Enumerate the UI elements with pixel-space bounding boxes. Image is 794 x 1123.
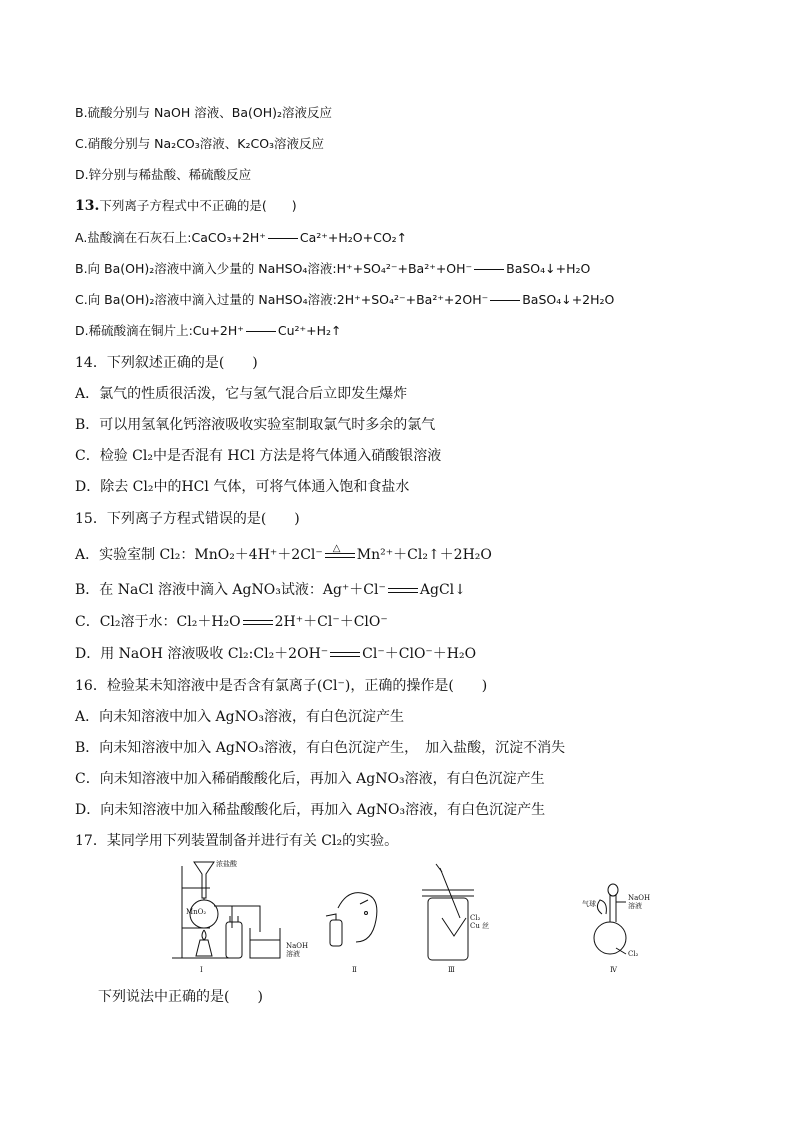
q14-option-a: A．氯气的性质很活泼，它与氢气混合后立即发生爆炸 <box>75 386 408 402</box>
q13-stem: 13.下列离子方程式中不正确的是( ) <box>75 198 297 214</box>
fig-label: 浓盐酸 <box>216 860 237 868</box>
apparatus-figure <box>170 858 650 978</box>
q12-option-d: D.锌分别与稀盐酸、稀硫酸反应 <box>75 167 252 182</box>
fig-label: Cl₂ <box>470 914 481 922</box>
fig-label: 溶液 <box>628 902 642 910</box>
q14-option-c: C．检验 Cl₂中是否混有 HCl 方法是将气体通入硝酸银溶液 <box>75 448 442 464</box>
q16-option-c: C．向未知溶液中加入稀硝酸酸化后，再加入 AgNO₃溶液，有白色沉淀产生 <box>75 771 545 787</box>
q17-prompt: 下列说法中正确的是( ) <box>98 989 263 1005</box>
fig-roman: Ⅰ <box>200 966 203 974</box>
q14-option-d: D．除去 Cl₂中的HCl 气体，可将气体通入饱和食盐水 <box>75 479 410 495</box>
q16-option-b: B．向未知溶液中加入 AgNO₃溶液，有白色沉淀产生， 加入盐酸，沉淀不消失 <box>75 740 566 756</box>
q13-option-c: C.向 Ba(OH)₂溶液中滴入过量的 NaHSO₄溶液:2H⁺+SO₄²⁻+Ba²⁺+2OH⁻ BaSO₄↓+2H₂O <box>75 292 615 307</box>
reaction-arrow <box>268 238 298 239</box>
q16-stem: 16．检验某未知溶液中是否含有氯离子(Cl⁻)，正确的操作是( ) <box>75 678 488 694</box>
reaction-arrow <box>490 300 520 301</box>
reaction-arrow <box>246 331 276 332</box>
q17-stem: 17．某同学用下列装置制备并进行有关 Cl₂的实验。 <box>75 833 399 849</box>
q13-option-b: B.向 Ba(OH)₂溶液中滴入少量的 NaHSO₄溶液:H⁺+SO₄²⁻+Ba²⁺+OH⁻ BaSO₄↓+H₂O <box>75 261 591 276</box>
fig-label: NaOH <box>628 894 650 902</box>
fig-label: 溶液 <box>286 950 300 958</box>
q13-option-a: A.盐酸滴在石灰石上:CaCO₃+2H⁺ Ca²⁺+H₂O+CO₂↑ <box>75 230 408 245</box>
fig-label: MnO₂ <box>186 908 207 916</box>
q15-option-c: C．Cl₂溶于水：Cl₂＋H₂O 2H⁺＋Cl⁻＋ClO⁻ <box>75 614 388 630</box>
fig-label: Cl₂ <box>628 950 639 958</box>
q15-option-a: A．实验室制 Cl₂：MnO₂＋4H⁺＋2Cl⁻ △ Mn²⁺＋Cl₂↑＋2H₂O <box>75 542 492 563</box>
fig-roman: Ⅳ <box>610 966 617 974</box>
fig-label: 气球 <box>582 900 596 908</box>
q15-option-b: B．在 NaCl 溶液中滴入 AgNO₃试液：Ag⁺＋Cl⁻ AgCl↓ <box>75 582 466 598</box>
q12-option-b: B.硫酸分别与 NaOH 溶液、Ba(OH)₂溶液反应 <box>75 105 332 120</box>
fig-roman: Ⅱ <box>352 966 357 974</box>
q14-stem: 14．下列叙述正确的是( ) <box>75 355 258 371</box>
apparatus-drawing <box>170 858 650 978</box>
q13-option-d: D.稀硫酸滴在铜片上:Cu+2H⁺ Cu²⁺+H₂↑ <box>75 323 342 338</box>
reaction-arrow <box>474 269 504 270</box>
fig-label: Cu 丝 <box>470 922 490 930</box>
q12-option-c: C.硝酸分别与 Na₂CO₃溶液、K₂CO₃溶液反应 <box>75 136 325 151</box>
q14-option-b: B．可以用氢氧化钙溶液吸收实验室制取氯气时多余的氯气 <box>75 417 436 433</box>
q16-option-d: D．向未知溶液中加入稀盐酸酸化后，再加入 AgNO₃溶液，有白色沉淀产生 <box>75 802 546 818</box>
fig-label: NaOH <box>286 942 309 950</box>
q16-option-a: A．向未知溶液中加入 AgNO₃溶液，有白色沉淀产生 <box>75 709 404 725</box>
q15-stem: 15．下列离子方程式错误的是( ) <box>75 511 300 527</box>
q15-option-d: D．用 NaOH 溶液吸收 Cl₂:Cl₂＋2OH⁻ Cl⁻＋ClO⁻＋H₂O <box>75 646 477 662</box>
heat-equals-sign: △ <box>325 553 355 558</box>
fig-roman: Ⅲ <box>448 966 455 974</box>
equals-sign <box>243 620 273 625</box>
equals-sign <box>330 652 360 657</box>
equals-sign <box>388 588 418 593</box>
